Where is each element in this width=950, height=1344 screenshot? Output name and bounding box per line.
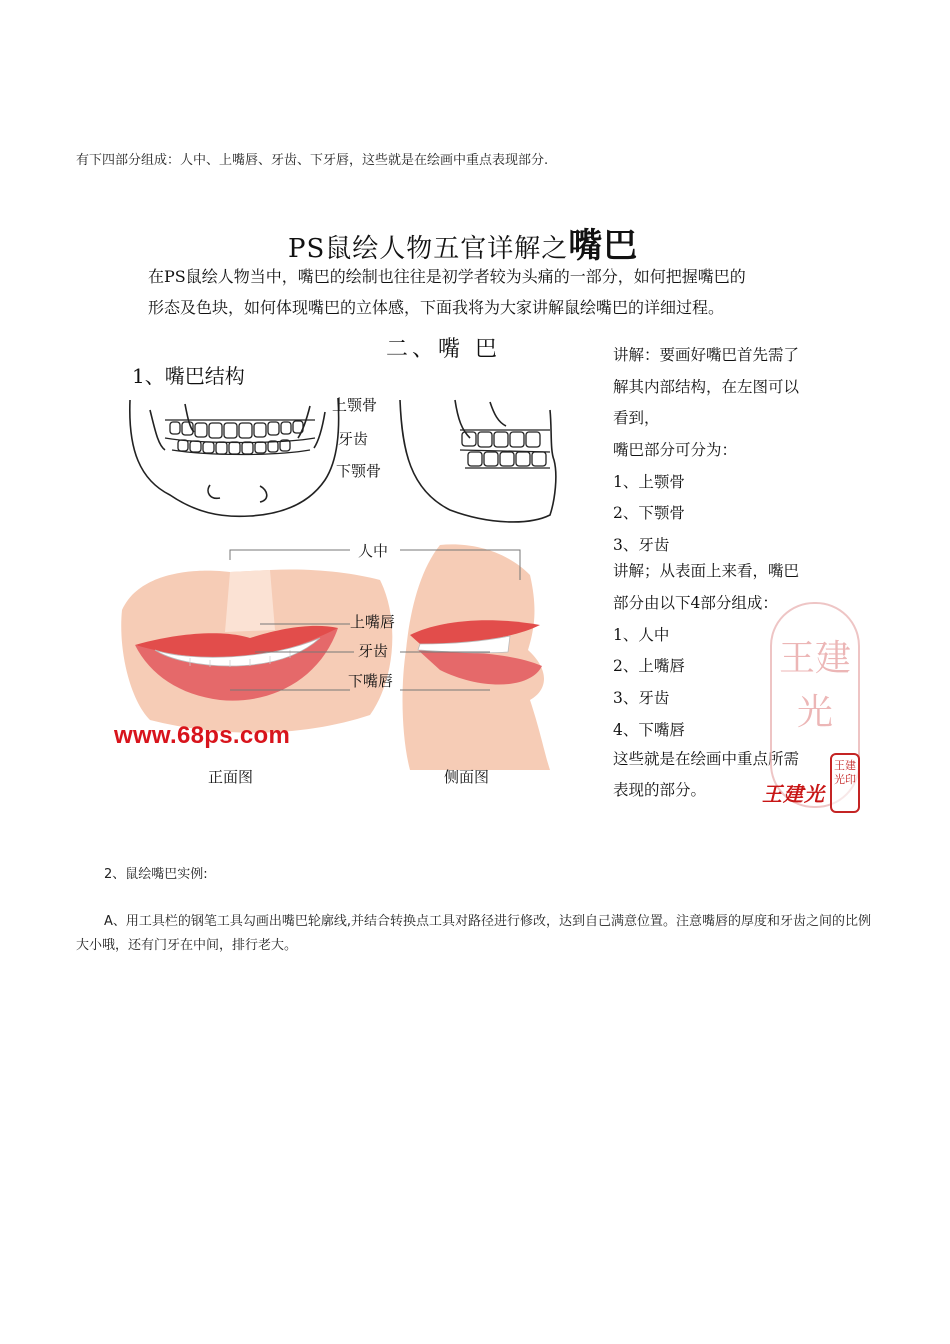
side-note-line: 讲解；从表面上来看，嘴巴 [613, 562, 800, 580]
seal-stamp-small: 王建光印 [830, 753, 860, 813]
figure-title [288, 218, 638, 267]
section-heading: 2、鼠绘嘴巴实例: [104, 867, 208, 882]
side-note-line: 解其内部结构，在左图可以 [613, 378, 800, 396]
intro-text: 有下四部分组成：人中、上嘴唇、牙齿、下牙唇，这些就是在绘画中重点表现部分. [76, 153, 549, 168]
site-watermark: www.68ps.com [114, 722, 291, 749]
label-upper-lip: 上嘴唇 [350, 613, 396, 631]
caption-front-view: 正面图 [208, 768, 254, 786]
side-note-line: 讲解：要画好嘴巴首先需了 [613, 346, 800, 364]
side-note-line: 嘴巴部分可分为： [613, 441, 738, 459]
seal-stamp-large: 王建光 [770, 602, 860, 808]
step-a-paragraph: A、用工具栏的钢笔工具勾画出嘴巴轮廓线,并结合转换点工具对路径进行修改，达到自己满意位置。注意嘴唇的厚度和牙齿之间的比例大小哦，还有门牙在中间，排行老大。 [76, 914, 872, 953]
side-note-line: 3、牙齿 [613, 689, 670, 707]
label-teeth-mouth: 牙齿 [358, 642, 389, 660]
side-note-line: 3、牙齿 [613, 536, 670, 554]
side-note-line: 2、上嘴唇 [613, 657, 685, 675]
figure-title-emphasis: 嘴巴 [568, 226, 639, 266]
side-note-line: 看到， [613, 409, 660, 427]
side-note-line: 1、上颚骨 [613, 473, 685, 491]
side-note-line: 2、下颚骨 [613, 504, 685, 522]
figure-intro-line-1: 在PS鼠绘人物当中，嘴巴的绘制也往往是初学者较为头痛的一部分，如何把握嘴巴的 [148, 267, 746, 286]
figure-subheading: 1、嘴巴结构 [132, 364, 245, 388]
label-upper-jaw: 上颚骨 [332, 396, 378, 414]
figure-intro-line-2: 形态及色块，如何体现嘴巴的立体感，下面我将为大家讲解鼠绘嘴巴的详细过程。 [148, 298, 725, 317]
figure-heading: 二、嘴 巴 [386, 337, 501, 362]
side-note-line: 表现的部分。 [613, 781, 707, 799]
figure-title-prefix: PS鼠绘人物五官详解之 [288, 234, 569, 264]
mouth-structure-figure [110, 200, 856, 825]
side-note-line: 1、人中 [613, 626, 670, 644]
label-philtrum: 人中 [358, 542, 389, 560]
label-teeth-skull: 牙齿 [338, 430, 369, 448]
signature: 王建光 [762, 782, 825, 806]
side-note-line: 这些就是在绘画中重点所需 [613, 750, 800, 768]
caption-side-view: 侧面图 [444, 768, 490, 786]
side-note-line: 4、下嘴唇 [613, 721, 685, 739]
label-lower-jaw: 下颚骨 [336, 462, 382, 480]
side-note-line: 部分由以下4部分组成： [613, 594, 778, 612]
label-lower-lip: 下嘴唇 [348, 672, 394, 690]
